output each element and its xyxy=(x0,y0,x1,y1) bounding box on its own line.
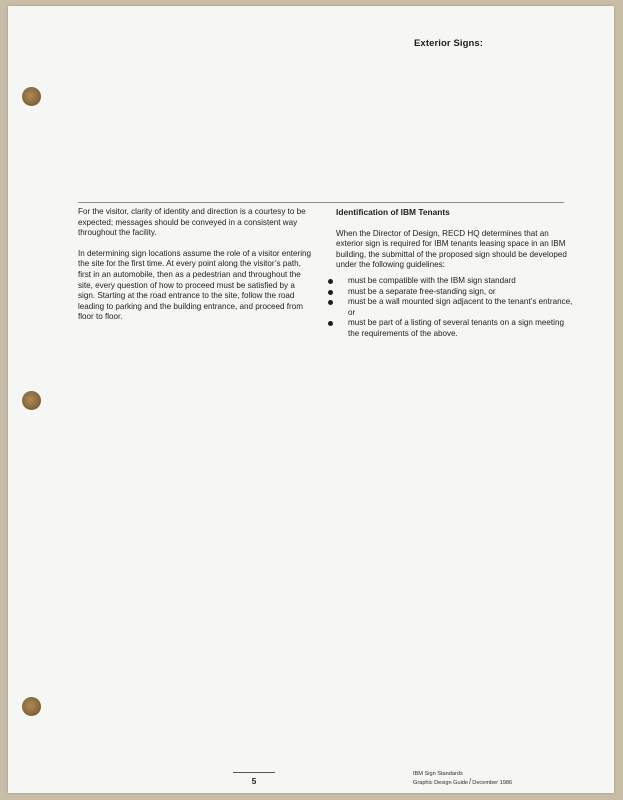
footer-publication-info xyxy=(413,770,512,787)
tenants-heading: Identification of IBM Tenants xyxy=(336,207,450,217)
bullet-icon xyxy=(328,300,333,305)
bullet-icon xyxy=(328,321,333,326)
page-number: 5 xyxy=(251,776,257,786)
top-rule xyxy=(78,202,564,203)
binder-hole-middle xyxy=(22,391,41,410)
document-page xyxy=(8,6,614,793)
guidelines-list xyxy=(336,276,576,340)
right-column xyxy=(336,207,576,340)
binder-hole-top xyxy=(22,87,41,106)
list-item xyxy=(336,297,576,318)
footer-guide-title: Graphic Design Guide xyxy=(413,780,469,786)
list-item xyxy=(336,276,576,287)
bullet-icon xyxy=(328,279,333,284)
footer-rule xyxy=(233,772,275,773)
tenants-intro: When the Director of Design, RECD HQ determines that an exterior sign is required for IBM tenants leasing space in an IBM building, the submittal of the proposed sign should be developed under the following guidelines: xyxy=(336,228,567,270)
bullet-icon xyxy=(328,290,333,295)
list-item xyxy=(336,287,576,298)
footer-date: December 1986 xyxy=(472,780,513,786)
footer-line-2 xyxy=(413,778,512,787)
binder-hole-bottom xyxy=(22,697,41,716)
footer-line-1: IBM Sign Standards xyxy=(413,771,463,777)
list-item-text: must be a separate free-standing sign, or xyxy=(348,286,496,296)
left-paragraph: In determining sign locations assume the role of a visitor entering the site for the first time. At every point along the visitor’s path, first in an automobile, then as a pedestrian and throughout the site, every question of how to proceed must be satisfied by a sign. Starting at the road entrance to the site, follow the road leading to parking and the building entrance, and proceed from floor to floor. xyxy=(78,248,312,322)
slash-divider: / xyxy=(469,777,472,786)
section-title: Exterior Signs: xyxy=(414,38,484,49)
list-item-text: must be part of a listing of several tenants on a sign meeting the requirements of the above. xyxy=(348,318,564,338)
left-column xyxy=(78,207,314,333)
left-paragraph: For the visitor, clarity of identity and direction is a courtesy to be expected; messages should be conveyed in a consistent way throughout the facility. xyxy=(78,207,306,238)
list-item xyxy=(336,318,576,339)
list-item-text: must be compatible with the IBM sign standard xyxy=(348,275,516,285)
list-item-text: must be a wall mounted sign adjacent to the tenant’s entrance, or xyxy=(348,297,573,317)
